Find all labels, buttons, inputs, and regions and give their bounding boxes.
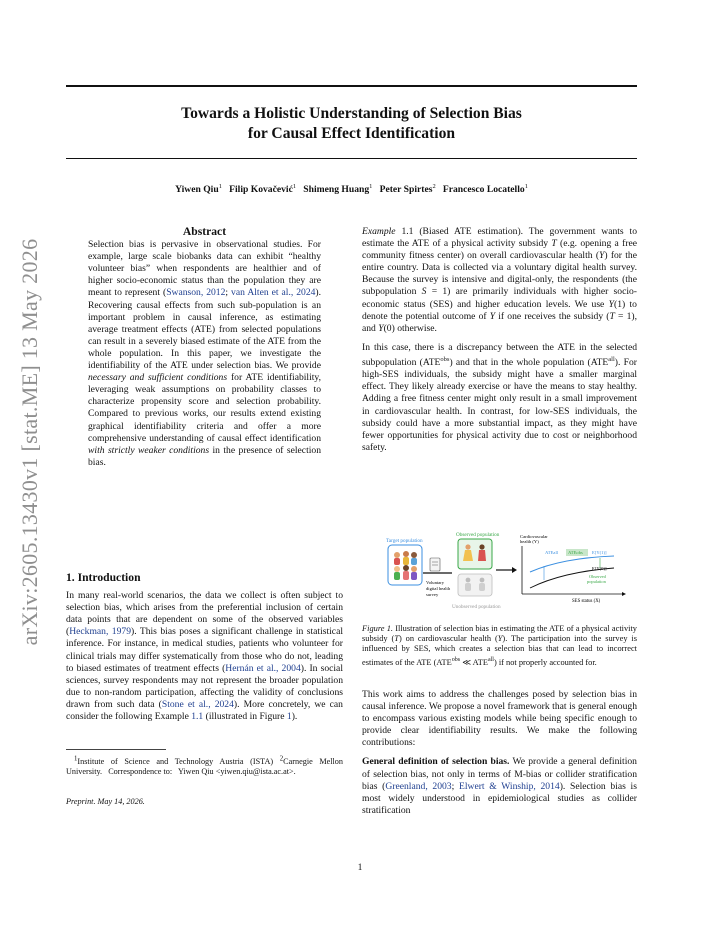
ate-all-label: ATEall: [545, 550, 559, 555]
arxiv-identifier: [10, 232, 50, 652]
citation-link[interactable]: Greenland, 2003: [385, 780, 452, 792]
abstract-body: Selection bias is pervasive in observational studies. For example, large scale biobanks data can exhibit “healthy volunteer bias” when respondents are healthier and of higher socio-economic status than the population they are meant to represent (Swanson, 2012; van Alten et al., 2024). Recovering causal effects from such sub-population is an important problem in causal inference, as estimating average treatment effects (ATE) from selected populations can result in a severely biased estimate of the ATE from the whole population. In this paper, we investigate the identifiability of the ATE under selection bias. We provide necessary and sufficient conditions for ATE identifiability, leveraging weak assumptions on probability classes to characterize propensity score and selection probability. Compared to previous works, our results extend existing graphical identifiability criteria and offer a more comprehensive understanding of causal effect identification with strictly weaker conditions in the presence of selection bias.: [88, 239, 322, 468]
footnote-rule: [66, 749, 166, 750]
citation-link[interactable]: van Alten et al., 2024: [231, 287, 316, 299]
figure-link[interactable]: 1: [286, 711, 292, 723]
plot-x-arrow: [622, 592, 626, 596]
ey0-label: E[Y(0)]: [592, 566, 607, 571]
citation-link[interactable]: Hernán et al., 2004: [225, 662, 301, 674]
figure-1-caption: Figure 1. Illustration of selection bias in estimating the ATE of a physical activity subsidy (T) on cardiovascular health (Y). The participation into the survey is influenced by SES, which creates a selection bias that can lead to incorrect estimates of the ATE ($ATE^{obs}$ ≪ $ATE^{all}$) if not properly accounted for.: [362, 624, 637, 667]
author: Peter Spirtes$^2$: [379, 183, 436, 196]
citation-link[interactable]: Heckman, 1979: [69, 626, 131, 638]
contribution-heading: General definition of selection bias.: [362, 756, 510, 768]
survey-label-line-3: survey: [426, 592, 439, 597]
page-number: 1: [357, 862, 363, 873]
author-list: [66, 183, 637, 195]
author: Francesco Locatello$^1$: [442, 183, 528, 196]
intro-paragraph: In many real-world scenarios, the data we collect is often subject to selection bias, which arises from the preferential inclusion of certain data points that are dependent on some of the observed variables (Heckman, 1979). This bias poses a significant challenge in statistical inference. For instance, in medical studies, patients who volunteer for clinical trials may differ systematically from those who do not, leading to biased estimates of treatment effects (Hernán et al., 2004). In social sciences, survey respondents may not represent the broader population due to non-random participation, affecting the validity of conclusions drawn from such data (Stone et al., 2024). More concretely, we can consider the following Example 1.1 (illustrated in Figure 1).: [66, 590, 343, 723]
contributions-intro: This work aims to address the challenges posed by selection bias in causal inference. We propose a novel framework that is general enough to encompass various existing models while being specific enough to provide clear identifiability results. We make the following contributions:: [362, 689, 637, 749]
contribution-paragraph: General definition of selection bias. We provide a general definition of selection bias, not only in terms of M-bias or collider stratification bias (Greenland, 2003; Elwert & Winship, 2014). Selection bias is most widely understood in epidemiological studies as collider stratification: [362, 756, 637, 816]
footnote: $^1$Institute of Science and Technology Austria (ISTA) $^2$Carnegie Mellon University. Correspondence to: Yiwen Qiu <yiwen.qiu@ista.ac.at>.: [66, 755, 343, 776]
citation-link[interactable]: Elwert & Winship, 2014: [458, 780, 560, 792]
author: Yiwen Qiu$^1$: [175, 183, 222, 196]
arxiv-identifier-text: arXiv:2605.13430v1 [stat.ME] 13 May 2026: [17, 238, 42, 646]
plot-x-label: SES status (X): [572, 599, 601, 604]
survey-label-line-2: digital health: [426, 586, 451, 591]
plot-y-label-line-1: Cardiovascular: [520, 534, 548, 539]
example-paragraph: Example 1.1 (Biased ATE estimation). The government wants to estimate the ATE of a physical activity subsidy T (e.g. opening a free community fitness center) on overall cardiovascular health (Y) for the entire country. Data is collected via a voluntary digital health survey. Because the survey is intensive and digital-only, the respondents (the subpopulation S = 1) are primarily individuals with higher socio-economic status (SES) and higher education levels. We use Y(1) to denote the potential outcome of Y if one receives the subsidy (T = 1), and Y(0) otherwise.: [362, 226, 638, 334]
survey-icon: [430, 558, 440, 571]
discrepancy-paragraph: In this case, there is a discrepancy between the ATE in the selected subpopulation $(ATE^{obs})$ and that in the whole population $(ATE^{all})$. For high-SES individuals, the subsidy might have a smaller marginal effect. They likely already exercise or have the means to stay healthy. Adding a free fitness center might only result in a small improvement in cardiovascular health. In contrast, for low-SES individuals, the subsidy could have a more substantial impact, as they might have fewer opportunities for physical activity due to cost or neighborhood safety.: [362, 341, 637, 453]
plot-y-label-line-2: health (Y): [520, 539, 539, 544]
top-rule: [66, 85, 637, 87]
figure-1-illustration: [382, 528, 637, 612]
people-crowd-icon: [394, 551, 417, 580]
paper-title: [66, 104, 637, 144]
observed-pop-plot-label-1: Observed: [589, 574, 606, 579]
unobserved-population-box: [458, 574, 492, 596]
unobserved-population-label: Unobserved population: [452, 604, 501, 610]
abstract-section: [88, 226, 321, 469]
target-population-label: Target population: [386, 538, 423, 544]
observed-population-label: Observed population: [456, 532, 500, 538]
example-link[interactable]: 1.1: [191, 711, 204, 723]
right-column-top: [362, 226, 637, 454]
ey1-label: E[Y(1)]: [592, 550, 607, 555]
survey-label-line-1: Voluntary: [426, 580, 445, 585]
ate-obs-label: ATEobs: [568, 550, 583, 555]
abstract-heading: Abstract: [182, 225, 227, 238]
arrow-head: [512, 567, 517, 573]
title-line-1: Towards a Holistic Understanding of Selection Bias: [181, 105, 522, 122]
citation-link[interactable]: Swanson, 2012: [166, 287, 226, 299]
citation-link[interactable]: Stone et al., 2024: [161, 698, 234, 710]
title-bottom-rule: [66, 158, 637, 159]
observed-pop-plot-label-2: population: [587, 579, 606, 584]
preprint-date: Preprint. May 14, 2026.: [66, 797, 145, 806]
title-line-2: for Causal Effect Identification: [247, 125, 456, 142]
observed-population-box: [458, 539, 492, 569]
section-heading: 1. Introduction: [66, 571, 141, 584]
right-column-bottom: [362, 689, 637, 817]
introduction-section: [66, 572, 343, 723]
author: Filip Kovačević$^1$: [229, 183, 297, 196]
author: Shimeng Huang$^1$: [303, 183, 373, 196]
